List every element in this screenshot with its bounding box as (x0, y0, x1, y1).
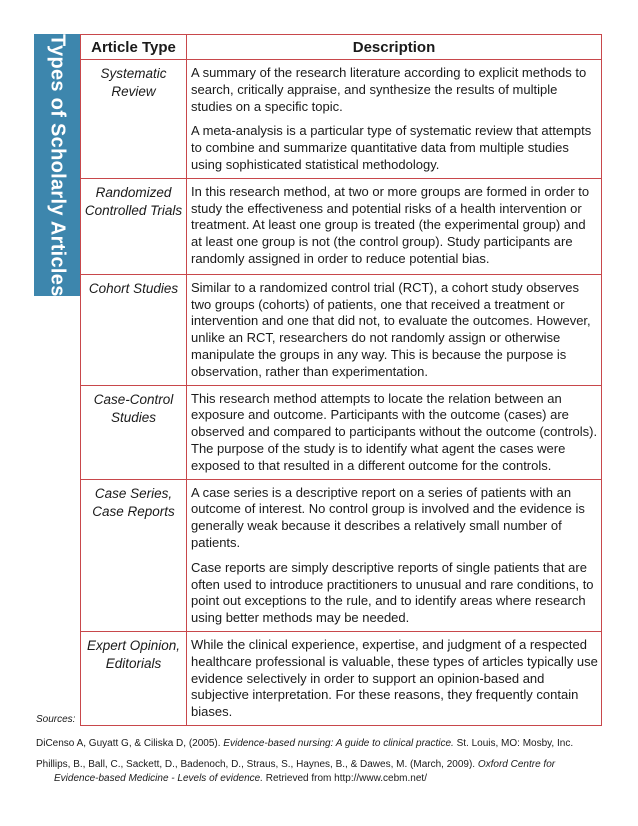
article-type-cell: Case Series, Case Reports (81, 479, 187, 631)
article-type-cell: Cohort Studies (81, 274, 187, 385)
table-row (81, 385, 602, 479)
article-type-cell: Systematic Review (81, 60, 187, 179)
reference-publisher: St. Louis, MO: Mosby, Inc. (453, 738, 574, 749)
description-cell (187, 479, 602, 631)
table-row (81, 178, 602, 274)
reference-authors: Phillips, B., Ball, C., Sackett, D., Badenoch, D., Straus, S., Haynes, B., & Dawes, M. (March, 2009). (36, 759, 478, 770)
description-paragraph: In this research method, at two or more groups are formed in order to study the effectiveness and potential risks of a health intervention or treatment. At least one group is treated (the experimental group) and at least one group is not (the control group). Study participants are randomly assigned in order to reduce potential bias. (191, 183, 590, 266)
description-paragraph: While the clinical experience, expertise, and judgment of a respected healthcare professional is valuable, these types of articles typically use evidence selectively in order to support an opinion-based and subjective interpretation. For these reasons, they frequently contain biases. (191, 636, 598, 720)
description-cell (187, 178, 602, 274)
side-tab-title: Types of Scholarly Articles (46, 33, 69, 297)
side-tab (34, 34, 80, 296)
table-row (81, 631, 602, 725)
reference-title: Evidence-based nursing: A guide to clinical practice. (223, 738, 454, 749)
table-row (81, 60, 602, 179)
sources-section (36, 713, 602, 793)
description-cell (187, 60, 602, 179)
source-reference (36, 758, 602, 786)
description-paragraph: A case series is a descriptive report on a series of patients with an outcome of interest. No control group is involved and the evidence is generally weak because it describes a relatively small number of patients. (191, 484, 585, 550)
sources-heading: Sources: (36, 714, 76, 725)
description-cell (187, 631, 602, 725)
description-paragraph: Case reports are simply descriptive reports of single patients that are often used to introduce practitioners to unusual and rare conditions, to point out exceptions to the rule, and to identify areas where research using better methods may be needed. (191, 559, 594, 626)
article-types-table (80, 34, 602, 726)
reference-authors: DiCenso A, Guyatt G, & Ciliska D, (2005). (36, 738, 224, 749)
reference-url: Retrieved from http://www.cebm.net/ (263, 773, 427, 784)
header-description: Description (187, 35, 602, 60)
description-paragraph: This research method attempts to locate the relation between an exposure and outcome. Participants with the outcome (cases) are observed and compared to participants without the outcome (controls). The purpose of the study is to identify what agent the cases were exposed to that resulted in a different outcome for the controls. (191, 390, 598, 473)
header-article-type: Article Type (81, 35, 187, 60)
source-reference (36, 737, 602, 751)
article-type-cell: Randomized Controlled Trials (81, 178, 187, 274)
reference-title: Oxford Centre for Evidence-based Medicine - Levels of evidence. (54, 759, 556, 784)
table-header-row (81, 35, 602, 60)
table-row (81, 274, 602, 385)
description-cell (187, 385, 602, 479)
table-row (81, 479, 602, 631)
description-cell (187, 274, 602, 385)
article-type-cell: Expert Opinion, Editorials (81, 631, 187, 725)
description-paragraph: Similar to a randomized control trial (RCT), a cohort study observes two groups (cohorts) of patients, one that received a treatment or intervention and one that did not, to evaluate the outcomes. However, unlike an RCT, researchers do not randomly assign or otherwise manipulate the groups in any way. This is because the purpose is observation, rather than experimentation. (191, 279, 591, 379)
article-type-cell: Case-Control Studies (81, 385, 187, 479)
description-paragraph: A summary of the research literature according to explicit methods to search, critically appraise, and synthesize the results of multiple studies on a specific topic. (191, 65, 587, 114)
description-paragraph: A meta-analysis is a particular type of systematic review that attempts to combine and summarize quantitative data from multiple studies using sophisticated statistical methodology. (191, 123, 592, 172)
